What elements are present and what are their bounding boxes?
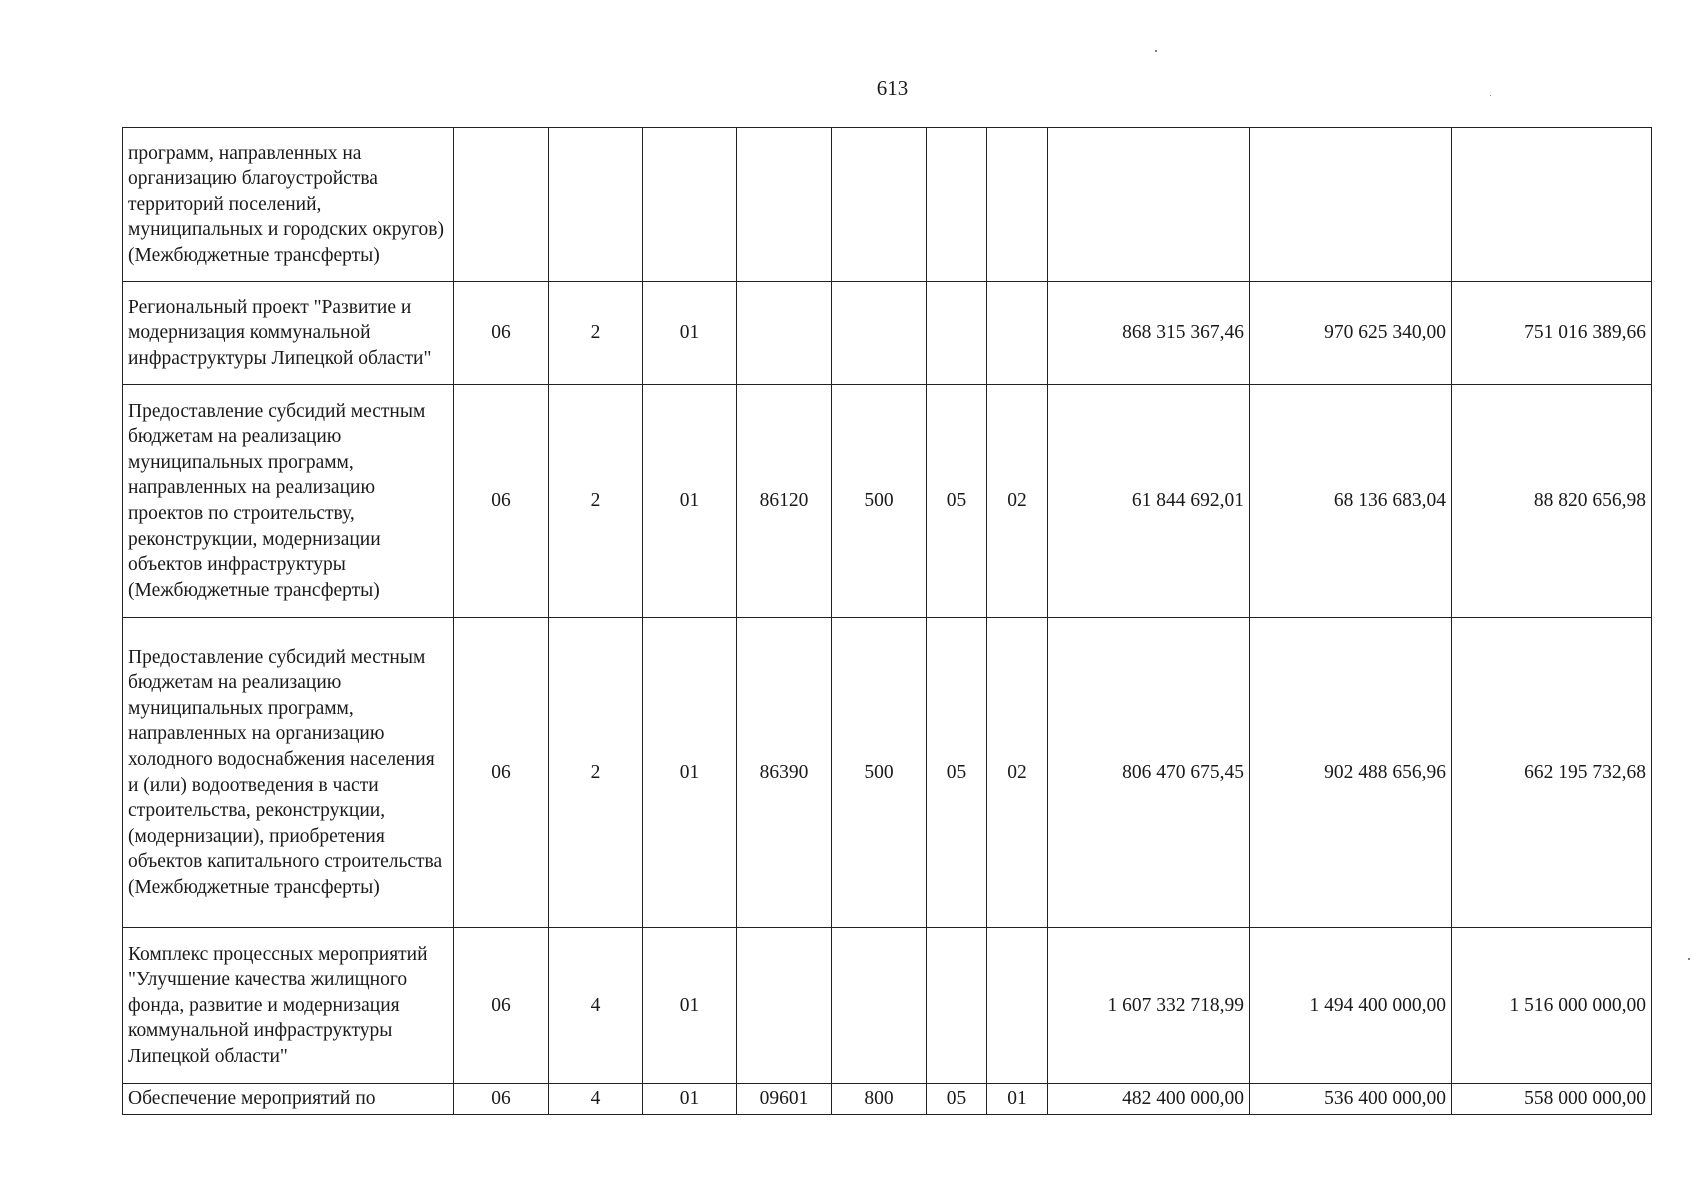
direction-code: [737, 282, 832, 385]
subsection-code: 02: [987, 385, 1048, 618]
amount-year-1: 1 607 332 718,99: [1048, 928, 1250, 1084]
program-code: 06: [454, 928, 549, 1084]
amount-year-2: [1250, 128, 1452, 282]
subprogram-code: 2: [549, 385, 643, 618]
table-row: [123, 1084, 1652, 1115]
main-event-code: 01: [643, 385, 737, 618]
section-code: [927, 282, 987, 385]
scan-speck: [1490, 95, 1491, 96]
amount-year-1: 482 400 000,00: [1048, 1084, 1250, 1115]
section-code: 05: [927, 385, 987, 618]
amount-year-2: 970 625 340,00: [1250, 282, 1452, 385]
program-code: 06: [454, 618, 549, 928]
direction-code: 86390: [737, 618, 832, 928]
program-code: 06: [454, 1084, 549, 1115]
amount-year-1: 868 315 367,46: [1048, 282, 1250, 385]
row-description: Предоставление субсидий местным бюджетам на реализацию муниципальных программ, направленных на реализацию проектов по строительству, реконструкции, модернизации объектов инфраструктуры (Межбюджетные трансферты): [123, 385, 454, 618]
amount-year-3: [1452, 128, 1652, 282]
subprogram-code: 4: [549, 1084, 643, 1115]
subsection-code: [987, 282, 1048, 385]
direction-code: 09601: [737, 1084, 832, 1115]
table-row: [123, 128, 1652, 282]
expense-type-code: [832, 128, 927, 282]
amount-year-3: 1 516 000 000,00: [1452, 928, 1652, 1084]
expense-type-code: [832, 928, 927, 1084]
subsection-code: 02: [987, 618, 1048, 928]
main-event-code: 01: [643, 928, 737, 1084]
budget-table: [122, 127, 1652, 1115]
row-description: Региональный проект "Развитие и модернизация коммунальной инфраструктуры Липецкой области": [123, 282, 454, 385]
amount-year-3: 558 000 000,00: [1452, 1084, 1652, 1115]
table-row: [123, 928, 1652, 1084]
amount-year-1: [1048, 128, 1250, 282]
subsection-code: [987, 928, 1048, 1084]
amount-year-3: 88 820 656,98: [1452, 385, 1652, 618]
row-description: программ, направленных на организацию благоустройства территорий поселений, муниципальных и городских округов) (Межбюджетные трансферты): [123, 128, 454, 282]
amount-year-2: 536 400 000,00: [1250, 1084, 1452, 1115]
main-event-code: [643, 128, 737, 282]
program-code: 06: [454, 282, 549, 385]
amount-year-3: 662 195 732,68: [1452, 618, 1652, 928]
subprogram-code: 2: [549, 282, 643, 385]
page-number: 613: [876, 76, 909, 100]
subsection-code: 01: [987, 1084, 1048, 1115]
row-description: Комплекс процессных мероприятий "Улучшение качества жилищного фонда, развитие и модернизация коммунальной инфраструктуры Липецкой области": [123, 928, 454, 1084]
main-event-code: 01: [643, 282, 737, 385]
program-code: 06: [454, 385, 549, 618]
program-code: [454, 128, 549, 282]
main-event-code: 01: [643, 1084, 737, 1115]
table-row: [123, 385, 1652, 618]
subprogram-code: 4: [549, 928, 643, 1084]
section-code: [927, 928, 987, 1084]
row-description: Предоставление субсидий местным бюджетам на реализацию муниципальных программ, направленных на организацию холодного водоснабжения населения и (или) водоотведения в части строительства, реконструкции, (модернизации), приобретения объектов капитального строительства (Межбюджетные трансферты): [123, 618, 454, 928]
direction-code: [737, 928, 832, 1084]
section-code: [927, 128, 987, 282]
expense-type-code: [832, 282, 927, 385]
expense-type-code: 800: [832, 1084, 927, 1115]
direction-code: [737, 128, 832, 282]
table-row: [123, 618, 1652, 928]
section-code: 05: [927, 618, 987, 928]
scan-speck: [1155, 50, 1157, 52]
amount-year-2: 1 494 400 000,00: [1250, 928, 1452, 1084]
row-description: Обеспечение мероприятий по: [123, 1084, 454, 1115]
amount-year-3: 751 016 389,66: [1452, 282, 1652, 385]
amount-year-1: 806 470 675,45: [1048, 618, 1250, 928]
expense-type-code: 500: [832, 618, 927, 928]
subsection-code: [987, 128, 1048, 282]
scan-speck: [1688, 958, 1690, 960]
expense-type-code: 500: [832, 385, 927, 618]
table-row: [123, 282, 1652, 385]
subprogram-code: 2: [549, 618, 643, 928]
amount-year-2: 68 136 683,04: [1250, 385, 1452, 618]
amount-year-1: 61 844 692,01: [1048, 385, 1250, 618]
amount-year-2: 902 488 656,96: [1250, 618, 1452, 928]
section-code: 05: [927, 1084, 987, 1115]
main-event-code: 01: [643, 618, 737, 928]
subprogram-code: [549, 128, 643, 282]
direction-code: 86120: [737, 385, 832, 618]
